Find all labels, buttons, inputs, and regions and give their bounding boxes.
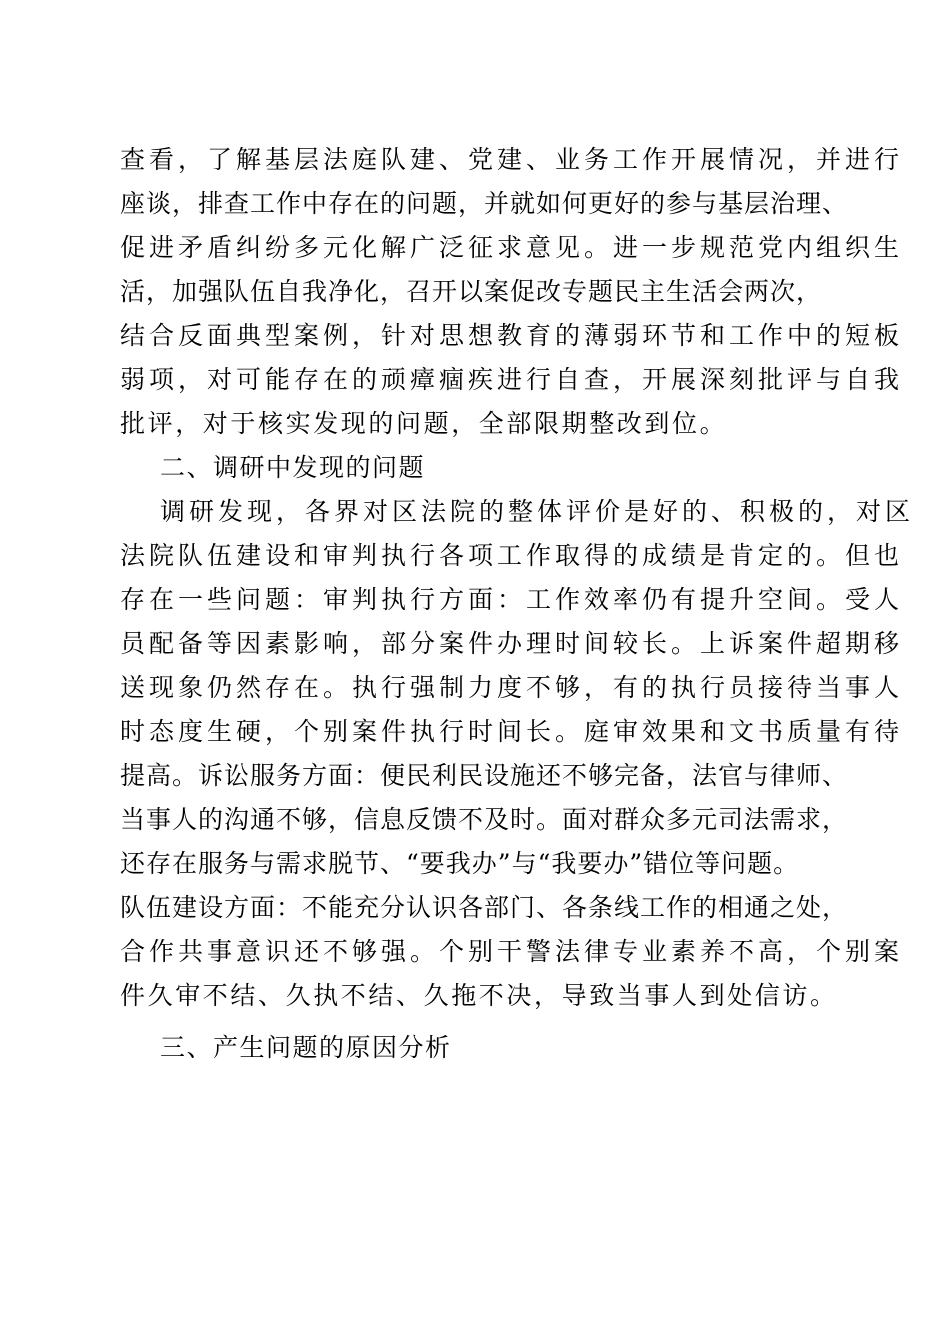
text-line: 提高。诉讼服务方面：便民利民设施还不够完备，法官与律师、 [120,761,849,790]
text-line: 存在一些问题：审判执行方面：工作效率仍有提升空间。受人 [120,585,904,614]
text-line: 调研发现，各界对区法院的整体评价是好的、积极的，对区 [160,497,915,526]
section-heading-3: 三、产生问题的原因分析 [160,1033,452,1062]
text-line: 结合反面典型案例，针对思想教育的薄弱环节和工作中的短板 [120,321,904,350]
text-line: 查看，了解基层法庭队建、党建、业务工作开展情况，并进行 [120,145,904,174]
text-line: 批评，对于核实发现的问题，全部限期整改到位。 [120,409,728,438]
text-line: 座谈，排查工作中存在的问题，并就如何更好的参与基层治理、 [120,189,849,218]
paragraph-2 [120,490,915,1018]
text-line: 队伍建设方面：不能充分认识各部门、各条线工作的相通之处， [120,893,849,922]
text-line: 弱项，对可能存在的顽瘴痼疾进行自查，开展深刻批评与自我 [120,365,904,394]
text-line: 促进矛盾纠纷多元化解广泛征求意见。进一步规范党内组织生 [120,233,904,262]
text-line: 时态度生硬，个别案件执行时间长。庭审效果和文书质量有待 [120,717,904,746]
document-body [120,138,915,1070]
text-line: 法院队伍建设和审判执行各项工作取得的成绩是肯定的。但也 [120,541,904,570]
text-line: 件久审不结、久执不结、久拖不决，导致当事人到处信访。 [120,981,838,1010]
text-line: 送现象仍然存在。执行强制力度不够，有的执行员接待当事人 [120,673,904,702]
text-line: 活，加强队伍自我净化，召开以案促改专题民主生活会两次， [120,277,823,306]
text-line: 当事人的沟通不够，信息反馈不及时。面对群众多元司法需求， [120,805,849,834]
text-line: 还存在服务与需求脱节、“要我办”与“我要办”错位等问题。 [120,849,800,878]
section-heading-2: 二、调研中发现的问题 [160,453,426,482]
text-line: 合作共事意识还不够强。个别干警法律专业素养不高，个别案 [120,937,904,966]
paragraph-1 [120,138,904,446]
text-line: 员配备等因素影响，部分案件办理时间较长。上诉案件超期移 [120,629,904,658]
